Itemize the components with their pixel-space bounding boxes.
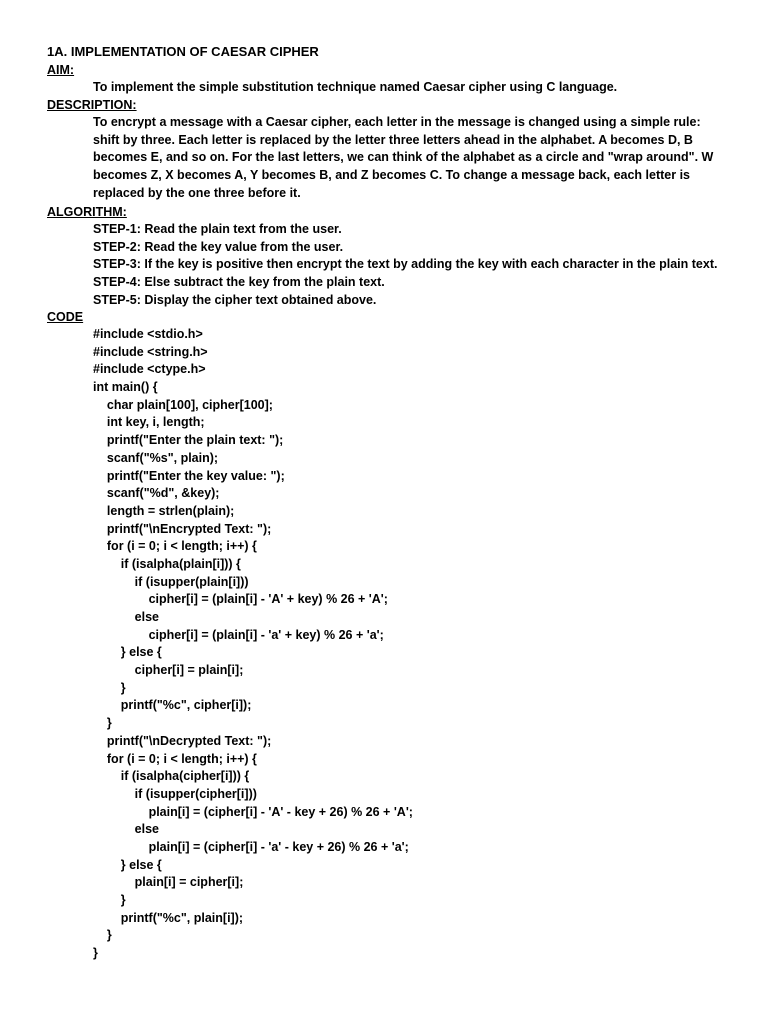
aim-heading: AIM:	[47, 63, 75, 77]
code-line: plain[i] = cipher[i];	[93, 875, 244, 890]
code-line: } else {	[93, 857, 162, 872]
code-line: }	[93, 716, 112, 731]
code-line: scanf("%s", plain);	[93, 450, 219, 465]
algorithm-step: STEP-5: Display the cipher text obtained above.	[93, 292, 377, 307]
code-line: }	[93, 928, 112, 943]
code-line: printf("\nEncrypted Text: ");	[93, 521, 272, 536]
code-line: }	[93, 946, 98, 961]
algorithm-step: STEP-3: If the key is positive then encrypt the text by adding the key with each character in the plain text.	[93, 257, 718, 272]
algorithm-step: STEP-2: Read the key value from the user.	[93, 239, 344, 254]
code-line: plain[i] = (cipher[i] - 'A' - key + 26) % 26 + 'A';	[93, 804, 413, 819]
code-line: printf("Enter the key value: ");	[93, 468, 285, 483]
aim-text: To implement the simple substitution technique named Caesar cipher using C language.	[93, 80, 618, 94]
code-line: if (isupper(plain[i]))	[93, 574, 249, 589]
description-text: To encrypt a message with a Caesar cipher, each letter in the message is changed using a simple rule: shift by three. Each letter is replaced by the letter three letters ahead in the alphabet. A becomes D, B becomes E, and so on. For the last letters, we can think of the alphabet as a circle and "wrap around". W becomes Z, X becomes A, Y becomes B, and Z becomes C. To change a message back, each letter is replaced by the one three before it.	[93, 115, 714, 200]
code-line: int main() {	[93, 380, 158, 395]
code-line: } else {	[93, 645, 162, 660]
code-line: printf("\nDecrypted Text: ");	[93, 733, 272, 748]
code-line: scanf("%d", &key);	[93, 486, 220, 501]
code-line: printf("%c", cipher[i]);	[93, 698, 252, 713]
description-heading: DESCRIPTION:	[47, 98, 137, 112]
code-line: cipher[i] = (plain[i] - 'A' + key) % 26 + 'A';	[93, 592, 388, 607]
code-line: char plain[100], cipher[100];	[93, 397, 273, 412]
algorithm-step: STEP-1: Read the plain text from the user.	[93, 222, 342, 236]
code-line: }	[93, 680, 126, 695]
code-line: else	[93, 822, 160, 837]
code-line: #include <ctype.h>	[93, 362, 206, 377]
code-line: if (isupper(cipher[i]))	[93, 786, 257, 801]
code-line: if (isalpha(plain[i])) {	[93, 556, 241, 571]
code-line: printf("%c", plain[i]);	[93, 910, 244, 925]
code-line: }	[93, 893, 126, 907]
code-line: cipher[i] = (plain[i] - 'a' + key) % 26 + 'a';	[93, 627, 384, 642]
document-title: 1A. IMPLEMENTATION OF CAESAR CIPHER	[47, 44, 319, 59]
algorithm-heading: ALGORITHM:	[47, 205, 127, 219]
code-line: if (isalpha(cipher[i])) {	[93, 769, 250, 784]
code-line: int key, i, length;	[93, 415, 205, 430]
code-block	[93, 326, 413, 963]
algorithm-steps	[93, 221, 717, 310]
algorithm-step: STEP-4: Else subtract the key from the plain text.	[93, 275, 385, 290]
code-line: length = strlen(plain);	[93, 503, 235, 518]
code-line: for (i = 0; i < length; i++) {	[93, 751, 257, 766]
code-line: #include <stdio.h>	[93, 327, 203, 341]
code-line: cipher[i] = plain[i];	[93, 663, 244, 678]
code-line: printf("Enter the plain text: ");	[93, 433, 284, 448]
code-line: for (i = 0; i < length; i++) {	[93, 539, 257, 554]
code-line: else	[93, 610, 160, 624]
code-line: #include <string.h>	[93, 344, 208, 359]
code-heading: CODE	[47, 310, 84, 324]
code-line: plain[i] = (cipher[i] - 'a' - key + 26) % 26 + 'a';	[93, 839, 409, 854]
